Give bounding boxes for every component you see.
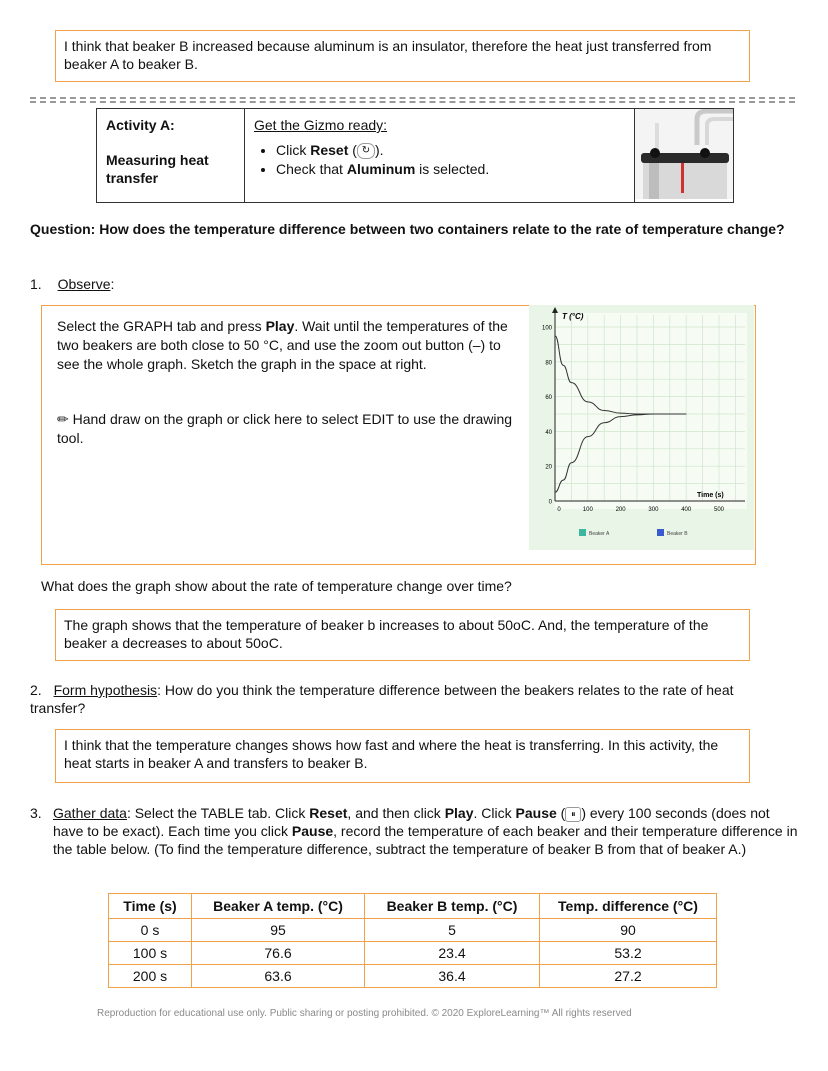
cell-beaker-a[interactable]: 76.6 xyxy=(192,942,365,965)
q2-text: 2. Form hypothesis: How do you think the temperature difference between the beakers relates to the rate of heat transfer? xyxy=(30,682,734,716)
y-axis-label: T (°C) xyxy=(562,312,584,321)
reset-icon: ↻ xyxy=(357,143,375,159)
legend-label: Beaker B xyxy=(667,531,688,537)
cell-temp-diff[interactable]: 90 xyxy=(540,919,717,942)
gizmo-steps-list xyxy=(254,141,625,179)
temperature-chart-svg xyxy=(529,305,754,550)
q1-heading: 1. Observe: xyxy=(30,276,115,292)
activity-title-cell xyxy=(97,109,245,203)
cell-temp-diff[interactable]: 53.2 xyxy=(540,942,717,965)
legend-swatch xyxy=(657,529,664,536)
x-axis-label: Time (s) xyxy=(697,492,724,499)
table-header-row xyxy=(109,894,717,919)
cell-time[interactable]: 100 s xyxy=(109,942,192,965)
cell-time[interactable]: 0 s xyxy=(109,919,192,942)
x-tick-label: 500 xyxy=(713,507,725,513)
answer-text-top: I think that beaker B increased because aluminum is an insulator, therefore the heat just transferred from beaker A to beaker B. xyxy=(64,38,712,72)
header-beaker-a: Beaker A temp. (°C) xyxy=(192,894,365,919)
answer-box-observe[interactable] xyxy=(55,609,750,661)
question-text: Question: How does the temperature difference between two containers relate to the rate of temperature change? xyxy=(30,221,785,237)
y-tick-label: 60 xyxy=(545,395,552,402)
gizmo-step-reset: • Click Reset ( ↻ ). xyxy=(276,141,625,160)
table-row xyxy=(109,965,717,988)
y-tick-label: 40 xyxy=(545,429,552,436)
activity-title: Activity A: xyxy=(106,117,175,133)
cell-beaker-a[interactable]: 63.6 xyxy=(192,965,365,988)
x-tick-label: 200 xyxy=(615,507,626,513)
q3-text: 3. Gather data: Select the TABLE tab. Click Reset, and then click Play. Click Pause ( ⏸ ) every 100 seconds (does not have to be exact). Each time you click Pause, record the temperature of each beaker and their temperature difference in the table below. (To find the temperature difference, subtract the temperature of beaker B from that of beaker A.) xyxy=(30,805,798,857)
activity-subtitle: Measuring heat transfer xyxy=(106,152,209,186)
beaker-image-cell xyxy=(635,109,734,203)
beaker-apparatus-image xyxy=(635,109,733,199)
temperature-data-table xyxy=(108,893,717,988)
header-time: Time (s) xyxy=(109,894,192,919)
answer-box-top[interactable] xyxy=(55,30,750,82)
cell-beaker-b[interactable]: 5 xyxy=(365,919,540,942)
x-tick-label: 0 xyxy=(557,507,561,513)
header-temp-diff: Temp. difference (°C) xyxy=(540,894,717,919)
gizmo-step-aluminum: • Check that Aluminum is selected. xyxy=(276,160,625,179)
table-row xyxy=(109,919,717,942)
q1-number: 1. xyxy=(30,276,42,292)
gizmo-ready-cell xyxy=(245,109,635,203)
x-tick-label: 400 xyxy=(681,507,692,513)
y-tick-label: 100 xyxy=(541,325,552,332)
cell-time[interactable]: 200 s xyxy=(109,965,192,988)
y-tick-label: 80 xyxy=(545,360,552,367)
answer-box-hypothesis[interactable] xyxy=(55,729,750,783)
observe-instructions: Select the GRAPH tab and press Play. Wait until the temperatures of the two beakers are both close to 50 °C, and use the zoom out button (–) to see the whole graph. Sketch the graph in the space at right. xyxy=(57,318,508,372)
plot-area xyxy=(555,313,747,509)
table-row xyxy=(109,942,717,965)
q1-label: Observe xyxy=(57,276,111,292)
answer-text-observe: The graph shows that the temperature of beaker b increases to about 50oC. And, the temperature of the beaker a decreases to about 50oC. xyxy=(64,617,709,651)
cell-beaker-a[interactable]: 95 xyxy=(192,919,365,942)
copyright-footer: Reproduction for educational use only. Public sharing or posting prohibited. © 2020 ExploreLearning™ All rights reserved xyxy=(97,1008,632,1019)
edit-drawing-hint[interactable]: ✏ Hand draw on the graph or click here to select EDIT to use the drawing tool. xyxy=(57,411,513,446)
cell-temp-diff[interactable]: 27.2 xyxy=(540,965,717,988)
y-tick-label: 20 xyxy=(545,464,552,471)
cell-beaker-b[interactable]: 23.4 xyxy=(365,942,540,965)
temperature-graph[interactable] xyxy=(529,305,754,550)
pause-icon: ⏸ xyxy=(565,807,581,822)
q1-followup: What does the graph show about the rate of temperature change over time? xyxy=(41,578,512,594)
gizmo-ready-heading: Get the Gizmo ready: xyxy=(254,117,388,133)
cell-beaker-b[interactable]: 36.4 xyxy=(365,965,540,988)
q2-label: Form hypothesis xyxy=(53,682,158,698)
header-beaker-b: Beaker B temp. (°C) xyxy=(365,894,540,919)
activity-header-table xyxy=(96,108,734,203)
x-tick-label: 100 xyxy=(582,507,593,513)
section-divider xyxy=(30,97,795,103)
answer-text-hypothesis: I think that the temperature changes shows how fast and where the heat is transferring. In this activity, the heat starts in beaker A and transfers to beaker B. xyxy=(64,737,719,771)
q3-label: Gather data xyxy=(53,805,127,821)
y-tick-label: 0 xyxy=(548,499,552,506)
legend-label: Beaker A xyxy=(589,531,610,537)
legend-swatch xyxy=(579,529,586,536)
x-tick-label: 300 xyxy=(648,507,659,513)
